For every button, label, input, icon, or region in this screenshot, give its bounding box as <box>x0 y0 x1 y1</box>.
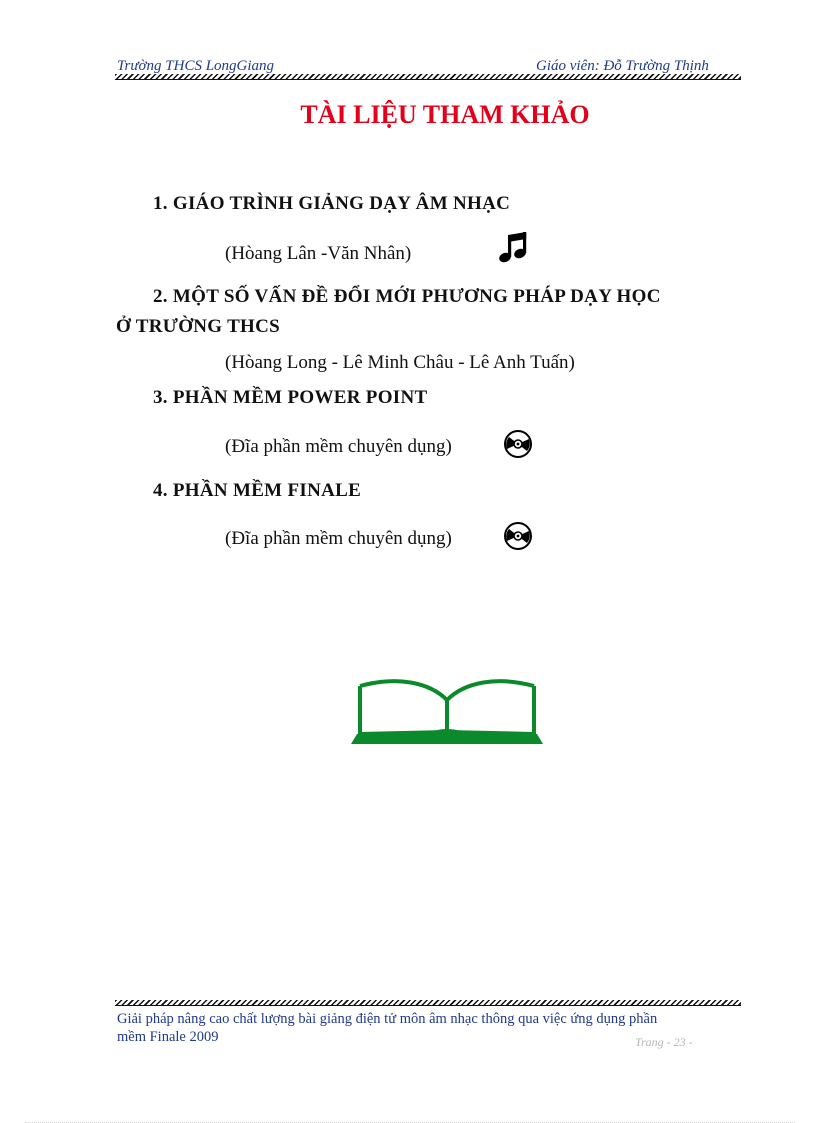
reference-2-title-line2: Ở TRƯỜNG THCS <box>116 316 281 337</box>
footer-line-1: Giải pháp nâng cao chất lượng bài giảng điện tử môn âm nhạc thông qua việc ứng dụng phần <box>117 1011 658 1027</box>
header-school: Trường THCS LongGiang <box>117 58 275 74</box>
reference-1-title: 1. GIÁO TRÌNH GIẢNG DẠY ÂM NHẠC <box>153 193 511 214</box>
header-teacher: Giáo viên: Đỗ Trường Thịnh <box>536 58 709 74</box>
footer-rule <box>115 1000 741 1006</box>
music-note-icon <box>498 231 530 265</box>
reference-4-title: 4. PHẦN MỀM FINALE <box>153 480 362 501</box>
disc-icon <box>503 429 533 459</box>
reference-2-title-line1: 2. MỘT SỐ VẤN ĐỀ ĐỔI MỚI PHƯƠNG PHÁP DẠY HỌC <box>153 286 661 307</box>
header-rule <box>115 74 741 80</box>
reference-2-authors: (Hòang Long - Lê Minh Châu - Lê Anh Tuấn) <box>225 352 575 373</box>
reference-3-authors: (Đĩa phần mềm chuyên dụng) <box>225 436 452 457</box>
reference-3-title: 3. PHẦN MỀM POWER POINT <box>153 387 428 408</box>
reference-1-authors: (Hòang Lân -Văn Nhân) <box>225 243 412 264</box>
open-book-icon <box>349 660 545 748</box>
page-title: TÀI LIỆU THAM KHẢO <box>300 100 590 129</box>
reference-4-authors: (Đĩa phần mềm chuyên dụng) <box>225 528 452 549</box>
disc-icon <box>503 521 533 551</box>
footer-line-2: mềm Finale 2009 <box>117 1029 219 1045</box>
page-number: Trang - 23 - <box>635 1035 693 1049</box>
